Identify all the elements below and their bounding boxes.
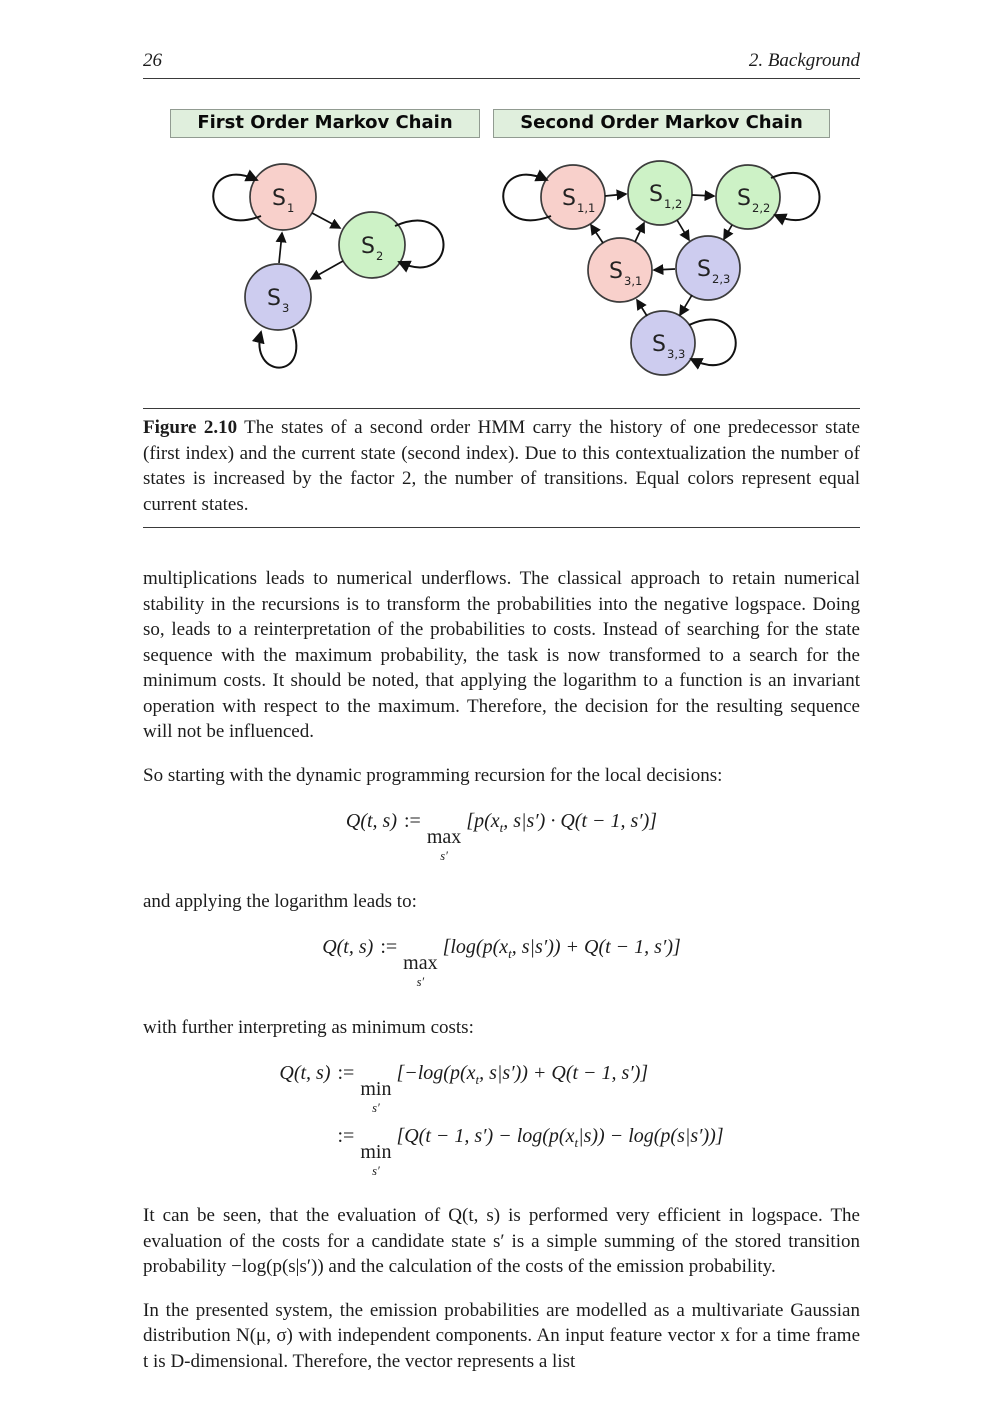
max-operator: max s′ — [403, 952, 438, 989]
equation-lhs: Q(t, s) — [322, 936, 374, 958]
min-operator: min s′ — [360, 1078, 392, 1115]
equation-lhs: Q(t, s) — [345, 810, 397, 832]
first-order-chain — [213, 164, 443, 368]
transition-s11-s12 — [605, 194, 626, 196]
first-order-chain-title: First Order Markov Chain — [170, 109, 480, 138]
figure-title-row — [170, 109, 860, 138]
transition-s23-s31 — [654, 269, 675, 270]
figure-2-10 — [143, 109, 860, 405]
equation-lhs: Q(t, s) — [279, 1062, 331, 1084]
document-page — [143, 0, 860, 1392]
state-sublabel-s23: 2,3 — [712, 272, 731, 286]
figure-caption-label: Figure 2.10 — [143, 417, 238, 438]
equation-max-recursion — [143, 810, 860, 863]
assign-symbol: := — [337, 1062, 355, 1084]
state-sublabel-s33: 3,3 — [667, 347, 686, 361]
equation-rhs — [397, 810, 657, 863]
state-label-s22: S — [737, 186, 751, 211]
paragraph-so-starting: So starting with the dynamic programming recursion for the local decisions: — [143, 764, 723, 786]
figure-caption — [143, 408, 860, 528]
second-order-chain — [503, 161, 819, 375]
transition-s31-s11 — [591, 225, 603, 243]
state-sublabel-s2: 2 — [376, 249, 384, 263]
paragraph-evaluation-logspace: It can be seen, that the evaluation of Q(t, s) is performed very efficient in logspace. The evaluation of the costs for a candidate state s′ is a simple summing of the stored transition probability −log(p(s|s′)) and the calculation of the costs of the emission probability. — [143, 1205, 860, 1277]
equation-body: [Q(t − 1, $s') - \log(p(x_t|s)) - \log(p(s|s'))$] — [396, 1124, 724, 1150]
second-order-chain-title: Second Order Markov Chain — [493, 109, 830, 138]
equation-body: [$p(x_t$, s|s′) · Q(t − 1, s′)] — [466, 810, 658, 835]
state-label-s31: S — [609, 259, 623, 284]
paragraph-applying-logarithm: and applying the logarithm leads to: — [143, 890, 417, 912]
min-operator: min s′ — [360, 1140, 392, 1178]
page-header — [143, 50, 860, 79]
self-loop-s33 — [689, 320, 736, 365]
state-label-s33: S — [652, 332, 666, 357]
equation-log-recursion — [143, 936, 860, 989]
markov-chain-diagram — [143, 145, 860, 405]
paragraph-numerical-underflows: multiplications leads to numerical underflows. The classical approach to retain numerical stability in the recursions is to transform the probabilities into the negative logspace. Doing so, leads to a reinterpretation of the probabilities to costs. Instead of searching for the state sequence with the maximum probability, the task is now transformed to a search for the minimum costs. It should be noted, that applying the logarithm to a function is an invariant operation with respect to the maximum. Therefore, the decision for the resulting sequence will not be influenced. — [143, 568, 860, 742]
figure-caption-text: The states of a second order HMM carry the history of one predecessor state (first index) and the current state (second index). Due to this contextualization the number of states is increased by the factor 2, the number of transitions. Equal colors represent equal current states. — [143, 417, 860, 515]
equation-body: [$\log(p(x_t$, s|s′)) + Q(t − 1, s′)] — [442, 936, 681, 961]
paragraph-emission-probabilities: In the presented system, the emission probabilities are modelled as a multivariate Gaussian distribution N(μ, σ) with independent components. An input feature vector x for a time frame t is D-dimensional. Therefore, the vector represents a list — [143, 1299, 860, 1372]
state-sublabel-s12: 1,2 — [664, 197, 683, 211]
self-loop-s3 — [259, 329, 296, 368]
state-sublabel-s11: 1,1 — [577, 201, 596, 215]
state-label-s12: S — [649, 182, 663, 207]
equation-rhs — [373, 936, 680, 989]
assign-symbol: := — [404, 810, 421, 832]
state-sublabel-s3: 3 — [282, 301, 290, 315]
state-label-s3: S — [267, 286, 281, 311]
assign-symbol: := — [380, 936, 398, 958]
equation-body: [$-\log(p(x_t$, s|s′)) + Q(t − 1, s′)] — [396, 1062, 649, 1087]
state-sublabel-s1: 1 — [287, 201, 295, 215]
transition-s3-s1 — [279, 233, 282, 263]
state-label-s11: S — [562, 186, 576, 211]
transition-s33-s31 — [637, 300, 647, 316]
equation-rhs — [330, 1062, 723, 1115]
transition-s2-s3 — [311, 261, 343, 279]
page-number: 26 — [143, 50, 162, 71]
chapter-title: 2. Background — [748, 50, 860, 71]
paragraph-minimum-costs: with further interpreting as minimum costs: — [143, 1016, 474, 1038]
transition-s12-s22 — [692, 195, 714, 196]
equation-rhs — [330, 1125, 723, 1178]
state-sublabel-s31: 3,1 — [624, 274, 643, 288]
transition-s31-s12 — [635, 223, 644, 242]
transition-s12-s23 — [677, 220, 689, 240]
transition-s1-s2 — [312, 213, 340, 228]
transition-s23-s33 — [680, 295, 692, 315]
state-sublabel-s22: 2,2 — [752, 201, 771, 215]
state-label-s1: S — [272, 186, 286, 211]
state-label-s2: S — [361, 234, 375, 259]
assign-symbol: := — [337, 1124, 355, 1147]
transition-s22-s23 — [724, 225, 732, 239]
state-label-s23: S — [697, 257, 711, 282]
equation-min-costs — [143, 1062, 860, 1177]
equation-lhs — [279, 1125, 330, 1178]
max-operator: max s′ — [426, 826, 462, 863]
